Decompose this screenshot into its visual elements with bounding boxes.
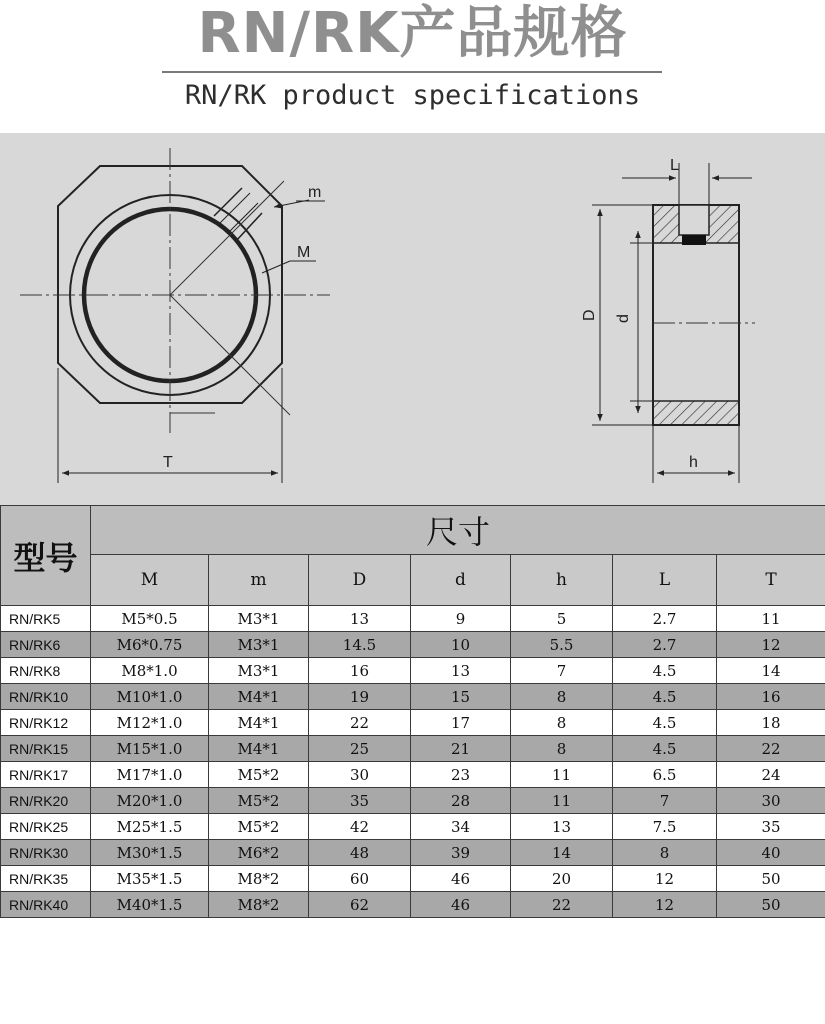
cell-m: M8*2 [209,866,309,892]
cell-h: 8 [511,710,613,736]
table-row [1,632,825,658]
title-divider [162,71,662,73]
cell-D: 30 [309,762,411,788]
cell-M: M8*1.0 [91,658,209,684]
cell-m: M4*1 [209,684,309,710]
cell-L: 12 [613,892,717,918]
table-row [1,736,825,762]
table-row [1,658,825,684]
cell-D: 19 [309,684,411,710]
table-row [1,892,825,918]
cell-T: 16 [717,684,825,710]
cell-T: 50 [717,866,825,892]
cell-model: RN/RK30 [1,840,91,866]
cell-D: 25 [309,736,411,762]
cell-m: M8*2 [209,892,309,918]
cell-D: 48 [309,840,411,866]
cell-model: RN/RK15 [1,736,91,762]
cell-L: 8 [613,840,717,866]
label-m: m [308,184,322,201]
size-header: 尺寸 [91,506,825,555]
cell-D: 62 [309,892,411,918]
technical-drawing [0,133,825,505]
cell-m: M3*1 [209,658,309,684]
cell-model: RN/RK5 [1,606,91,632]
cell-T: 40 [717,840,825,866]
cell-D: 16 [309,658,411,684]
cell-h: 7 [511,658,613,684]
cell-model: RN/RK40 [1,892,91,918]
cell-M: M17*1.0 [91,762,209,788]
cell-model: RN/RK20 [1,788,91,814]
cell-D: 22 [309,710,411,736]
cell-m: M5*2 [209,762,309,788]
cell-d: 21 [411,736,511,762]
cell-T: 14 [717,658,825,684]
cell-T: 30 [717,788,825,814]
cell-M: M10*1.0 [91,684,209,710]
table-row [1,762,825,788]
cell-M: M25*1.5 [91,814,209,840]
cell-D: 13 [309,606,411,632]
cell-m: M6*2 [209,840,309,866]
cell-L: 4.5 [613,736,717,762]
cell-L: 4.5 [613,684,717,710]
page-title: RN/RK产品规格 [197,1,628,66]
cell-L: 2.7 [613,632,717,658]
cell-d: 46 [411,866,511,892]
cell-d: 39 [411,840,511,866]
cell-model: RN/RK10 [1,684,91,710]
cell-M: M12*1.0 [91,710,209,736]
cell-L: 7 [613,788,717,814]
col-header-L: L [613,555,717,606]
front-view [20,148,330,483]
cell-M: M20*1.0 [91,788,209,814]
cell-m: M4*1 [209,736,309,762]
cell-h: 5.5 [511,632,613,658]
model-header: 型号 [1,506,91,606]
col-header-T: T [717,555,825,606]
side-view [581,157,755,483]
col-header-h: h [511,555,613,606]
cell-h: 5 [511,606,613,632]
cell-m: M5*2 [209,788,309,814]
cell-M: M15*1.0 [91,736,209,762]
table-row [1,788,825,814]
cell-M: M5*0.5 [91,606,209,632]
cell-d: 10 [411,632,511,658]
cell-D: 14.5 [309,632,411,658]
table-row [1,710,825,736]
cell-h: 11 [511,788,613,814]
cell-d: 17 [411,710,511,736]
table-row [1,866,825,892]
spec-table-body [1,606,825,918]
screw-hole [679,205,709,235]
cell-L: 4.5 [613,710,717,736]
cell-d: 28 [411,788,511,814]
table-row [1,606,825,632]
spec-table [0,505,825,918]
cell-L: 4.5 [613,658,717,684]
cell-d: 15 [411,684,511,710]
label-T: T [163,454,173,471]
cell-d: 9 [411,606,511,632]
cell-model: RN/RK8 [1,658,91,684]
label-h: h [689,454,698,471]
cell-d: 46 [411,892,511,918]
table-row [1,684,825,710]
cell-model: RN/RK25 [1,814,91,840]
col-header-m: m [209,555,309,606]
cell-h: 8 [511,736,613,762]
cell-model: RN/RK6 [1,632,91,658]
cell-m: M4*1 [209,710,309,736]
cell-T: 18 [717,710,825,736]
cell-T: 22 [717,736,825,762]
cell-L: 6.5 [613,762,717,788]
table-row [1,814,825,840]
cell-L: 2.7 [613,606,717,632]
cell-m: M3*1 [209,606,309,632]
cell-D: 35 [309,788,411,814]
cell-T: 11 [717,606,825,632]
cell-h: 8 [511,684,613,710]
cell-L: 12 [613,866,717,892]
label-L: L [670,157,679,174]
cell-M: M6*0.75 [91,632,209,658]
cell-T: 50 [717,892,825,918]
cell-h: 22 [511,892,613,918]
cell-h: 14 [511,840,613,866]
cell-M: M35*1.5 [91,866,209,892]
cell-M: M40*1.5 [91,892,209,918]
cell-L: 7.5 [613,814,717,840]
cell-D: 42 [309,814,411,840]
cell-d: 13 [411,658,511,684]
cell-d: 34 [411,814,511,840]
drawing-svg [0,133,825,505]
cell-T: 12 [717,632,825,658]
cell-model: RN/RK12 [1,710,91,736]
cell-D: 60 [309,866,411,892]
cell-h: 20 [511,866,613,892]
cell-h: 13 [511,814,613,840]
cell-m: M3*1 [209,632,309,658]
col-header-d: d [411,555,511,606]
col-header-M: M [91,555,209,606]
cell-T: 24 [717,762,825,788]
cell-model: RN/RK35 [1,866,91,892]
cell-d: 23 [411,762,511,788]
label-M: M [297,244,311,261]
cell-h: 11 [511,762,613,788]
cell-T: 35 [717,814,825,840]
col-header-D: D [309,555,411,606]
cell-m: M5*2 [209,814,309,840]
label-d: d [615,314,632,323]
screw-tip [682,235,706,245]
page-subtitle: RN/RK product specifications [184,80,641,111]
label-D: D [581,309,598,321]
table-row [1,840,825,866]
cell-M: M30*1.5 [91,840,209,866]
cell-model: RN/RK17 [1,762,91,788]
